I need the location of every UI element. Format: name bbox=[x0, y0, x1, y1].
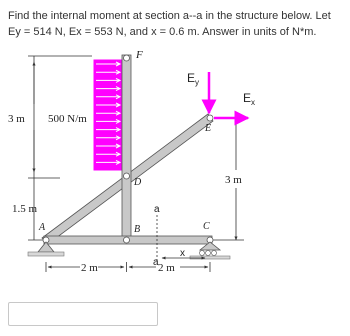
label-point-B: B bbox=[134, 224, 141, 235]
label-dim-left-lower: 1.5 m bbox=[12, 203, 38, 215]
label-section-bottom: a bbox=[153, 257, 159, 268]
question-text: Find the internal moment at section a--a in the structure below. Let Ey = 514 N, Ex = 553 N, and x = 0.6 m. Answer in units of N*m. bbox=[8, 10, 331, 38]
label-dim-right: 3 m bbox=[225, 174, 242, 186]
label-point-E: E bbox=[205, 123, 212, 134]
label-section-top: a bbox=[154, 204, 160, 215]
pin-B bbox=[124, 237, 130, 243]
label-point-D: D bbox=[134, 177, 142, 188]
label-Ey: $E_y$ bbox=[187, 71, 200, 87]
label-dim-bottom-right: 2 m bbox=[158, 262, 175, 274]
vertical-member bbox=[122, 55, 131, 240]
label-dim-bottom-left: 2 m bbox=[81, 262, 98, 274]
support-C bbox=[190, 242, 230, 259]
label-force-F: F bbox=[136, 49, 143, 61]
label-dim-left-upper: 3 m bbox=[8, 113, 25, 125]
pin-D bbox=[124, 173, 130, 179]
bottom-dimensions bbox=[46, 262, 210, 272]
answer-input[interactable] bbox=[8, 302, 158, 326]
label-point-C: C bbox=[203, 221, 210, 232]
distributed-load bbox=[94, 60, 122, 170]
label-Ex: $E_x$ bbox=[243, 91, 256, 107]
pin-E bbox=[207, 115, 213, 121]
label-load-intensity: 500 N/m bbox=[48, 113, 87, 125]
label-point-A: A bbox=[39, 222, 46, 233]
label-dist-x: x bbox=[180, 248, 185, 259]
